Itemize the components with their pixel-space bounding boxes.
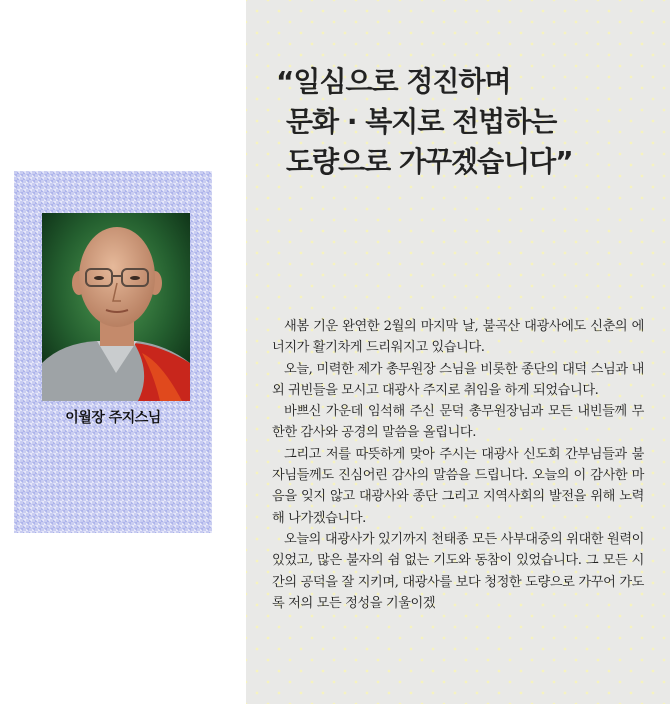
- photo-caption: 이월장 주지스님: [65, 410, 161, 426]
- headline-line-1: “일심으로 정진하며: [276, 65, 511, 98]
- paragraph: 오늘의 대광사가 있기까지 천태종 모든 사부대중의 위대한 원력이 있었고, 많은 불자의 쉼 없는 기도와 동참이 있었습니다. 그 모든 시간의 공덕을 잘 지키며, 대광사를 보다 청정한 도량으로 가꾸어 가도록 저의 모든 정성을 기울이겠: [272, 531, 644, 611]
- paragraph: 그리고 저를 따뜻하게 맞아 주시는 대광사 신도회 간부님들과 불자님들께도 진심어린 감사의 말씀을 드립니다. 오늘의 이 감사한 마음을 잊지 않고 대광사와 종단 그리고 지역사회의 발전을 위해 노력해 나가겠습니다.: [272, 446, 644, 526]
- headline-line-2: 문화 · 복지로 전법하는: [286, 105, 557, 138]
- article-body: [272, 316, 644, 614]
- paragraph: 바쁘신 가운데 임석해 주신 문덕 총무원장님과 모든 내빈들께 무한한 감사와 공경의 말씀을 올립니다.: [272, 404, 644, 441]
- monk-portrait: [42, 213, 190, 401]
- paragraph: 새봄 기운 완연한 2월의 마지막 날, 불곡산 대광사에도 신춘의 에너지가 활기차게 드리워지고 있습니다.: [272, 319, 644, 356]
- paragraph: 오늘, 미력한 제가 총무원장 스님을 비롯한 종단의 대덕 스님과 내외 귀빈들을 모시고 대광사 주지로 취임을 하게 되었습니다.: [272, 361, 644, 398]
- headline-line-3: 도량으로 가꾸겠습니다”: [286, 145, 573, 178]
- headline: [276, 62, 656, 182]
- photo-card: [14, 171, 212, 533]
